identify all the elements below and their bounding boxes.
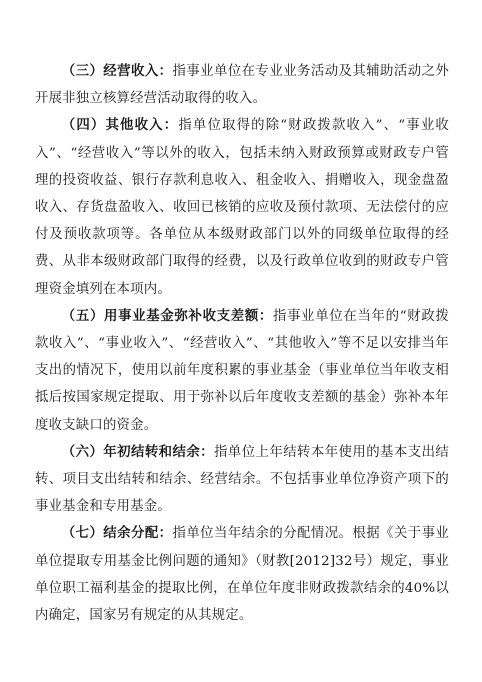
term-carryover: （六）年初结转和结余： [61, 444, 215, 460]
paragraph-surplus-distribution [35, 520, 449, 629]
term-other-income: （四）其他收入： [61, 118, 179, 134]
term-surplus-distribution: （七）结余分配： [61, 526, 173, 542]
term-fund-offset: （五）用事业基金弥补收支差额： [61, 308, 273, 324]
paragraph-fund-offset [35, 303, 449, 439]
paragraph-carryover [35, 439, 449, 521]
definition-carryover: 指单位上年结转本年使用的基本支出结转、项目支出结转和结余、经营结余。不包括事业单位净资产项下的事业基金和专用基金。 [35, 444, 449, 515]
definition-other-income: 指单位取得的除“财政拨款收入”、“事业收入”、“经营收入”等以外的收入，包括未纳入财政预算或财政专户管理的投资收益、银行存款利息收入、租金收入、捐赠收入，现金盘盈收入、存货盘盈收入、收回已核销的应收及预付款项、无法偿付的应付及预收款项等。各单位从本级财政部门以外的同级单位取得的经费、从非本级财政部门取得的经费，以及行政单位收到的财政专户管理资金填列在本项内。 [35, 118, 449, 297]
definition-surplus-distribution: 指单位当年结余的分配情况。根据《关于事业单位提取专用基金比例问题的通知》（财教[2012]32号）规定，事业单位职工福利基金的提取比例，在单位年度非财政拨款结余的40%以内确定，国家另有规定的从其规定。 [35, 526, 449, 624]
body-text [35, 58, 449, 629]
term-operating-income: （三）经营收入： [61, 64, 173, 79]
paragraph-other-income [35, 112, 449, 302]
paragraph-operating-income [35, 58, 449, 112]
definition-fund-offset: 指事业单位在当年的“财政拨款收入”、“事业收入”、“经营收入”、“其他收入”等不足以安排当年支出的情况下，使用以前年度积累的事业基金（事业单位当年收支相抵后按国家规定提取、用于弥补以后年度收支差额的基金）弥补本年度收支缺口的资金。 [35, 308, 450, 433]
definition-operating-income: 指事业单位在专业业务活动及其辅助活动之外开展非独立核算经营活动取得的收入。 [35, 64, 449, 107]
